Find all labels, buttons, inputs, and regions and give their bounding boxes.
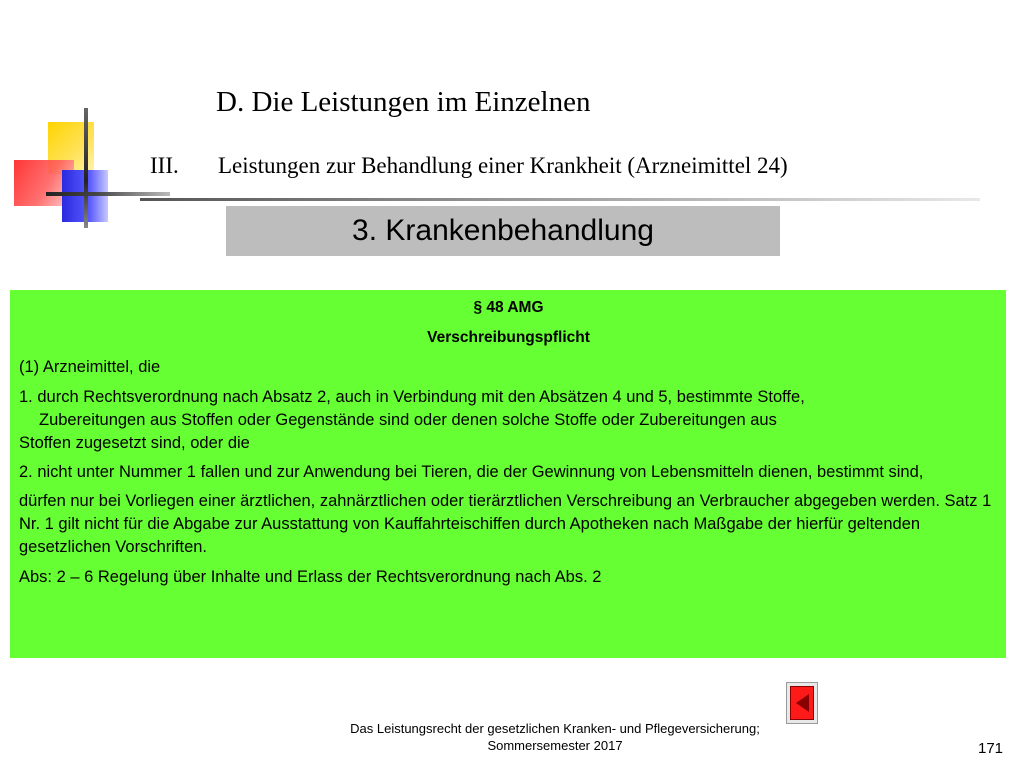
subtitle-text: Leistungen zur Behandlung einer Krankheit (Arzneimittel 24) [218,153,788,178]
item-1 [19,386,998,455]
header-divider [140,198,980,201]
paragraph-title: Verschreibungspflicht [427,329,590,346]
slide-subtitle [150,153,788,179]
item-1-line-1: 1. durch Rechtsverordnung nach Absatz 2, auch in Verbindung mit den Absätzen 4 und 5, bestimmte Stoffe, [19,388,805,406]
intro-text: (1) Arzneimittel, die [19,358,161,376]
paragraph-heading: § 48 AMG [473,299,544,316]
slide-title: D. Die Leistungen im Einzelnen [216,86,591,118]
back-button[interactable] [786,682,818,724]
logo-horizontal-line [46,192,170,196]
content-box [10,290,1006,658]
item-1-line-3: Stoffen zugesetzt sind, oder die [19,434,250,452]
footer [300,720,810,754]
page-number: 171 [978,740,1004,757]
decorative-logo [10,108,170,233]
footer-line-1: Das Leistungsrecht der gesetzlichen Kranken- und Pflegeversicherung; [350,721,760,736]
logo-vertical-line [84,108,88,228]
section-heading: 3. Krankenbehandlung [352,214,654,247]
footer-line-2: Sommersemester 2017 [487,738,623,753]
item-2: 2. nicht unter Nummer 1 fallen und zur Anwendung bei Tieren, die der Gewinnung von Lebensmitteln dienen, bestimmt sind, [19,463,924,481]
back-arrow-icon [796,694,809,712]
section-heading-bar [226,206,780,256]
conclusion-text: dürfen nur bei Vorliegen einer ärztlichen, zahnärztlichen oder tierärztlichen Verschreibung an Verbraucher abgegeben werden. Satz 1 Nr. 1 gilt nicht für die Abgabe zur Ausstattung von Kauffahrteischiffen durch Apotheken nach Maßgabe der hierfür geltenden gesetzlichen Vorschriften. [19,492,992,556]
subtitle-number: III. [150,153,179,178]
item-1-line-2: Zubereitungen aus Stoffen oder Gegenstände sind oder denen solche Stoffe oder Zubereitungen aus [39,411,777,429]
abs-note: Abs: 2 – 6 Regelung über Inhalte und Erlass der Rechtsverordnung nach Abs. 2 [19,568,602,586]
back-button-face[interactable] [790,686,814,720]
